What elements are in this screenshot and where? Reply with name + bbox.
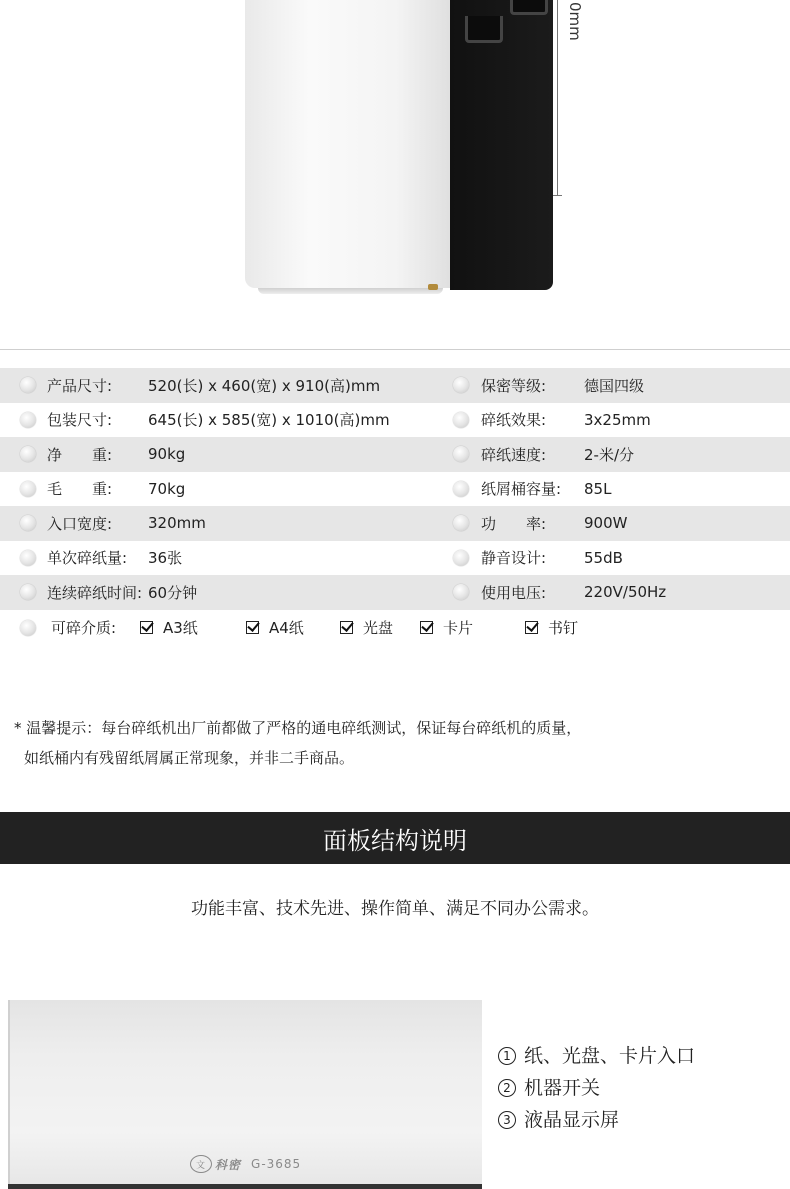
bullet-icon [453,446,469,462]
spec-label: 连续碎纸时间: [47,583,143,602]
media-label: 可碎介质: [51,619,117,637]
spec-row [0,541,790,576]
shredder-cabinet-side [450,0,553,290]
spec-label: 功 率: [481,514,547,533]
panel-legend [498,1040,695,1136]
shredder-cabinet-front [245,0,460,288]
spec-value: 3x25mm [584,410,651,429]
spec-label: 入口宽度: [47,514,113,533]
spec-value: 90kg [148,445,186,464]
divider [0,349,790,350]
dimension-line [557,0,558,196]
media-item: 光盘 [340,610,393,646]
media-row [0,610,790,646]
spec-label: 碎纸效果: [481,411,547,430]
number-circle-icon: 1 [498,1047,516,1065]
spec-label: 包装尺寸: [47,411,113,430]
media-item: A4纸 [246,610,304,646]
section-banner [0,812,790,864]
checkbox-checked-icon [140,621,153,634]
bullet-icon [20,550,36,566]
model-name: G-3685 [251,1157,302,1171]
brand-logo [190,1155,301,1173]
bullet-icon [20,377,36,393]
bullet-icon [20,412,36,428]
bullet-icon [453,481,469,497]
spec-row [0,368,790,403]
spec-value: 36张 [148,549,183,568]
spec-value: 70kg [148,479,186,498]
legend-item: 2 机器开关 [498,1072,695,1104]
spec-value: 2-米/分 [584,445,635,464]
brand-name: 科密 [215,1157,242,1172]
cabinet-handle [465,16,503,43]
notice-line: 如纸桶内有残留纸屑属正常现象，并非二手商品。 [24,749,355,767]
checkbox-checked-icon [420,621,433,634]
bullet-icon [453,515,469,531]
cabinet-base [258,288,443,294]
spec-value: 55dB [584,548,623,567]
spec-row [0,403,790,438]
bullet-icon [20,446,36,462]
spec-table [0,368,790,646]
bullet-icon [453,377,469,393]
bullet-icon [453,412,469,428]
bullet-icon [453,550,469,566]
product-photo [0,0,790,300]
spec-value: 220V/50Hz [584,583,667,602]
bullet-icon [20,584,36,600]
number-circle-icon: 3 [498,1111,516,1129]
media-item: A3纸 [140,610,198,646]
spec-value: 320mm [148,514,206,533]
media-item: 书钉 [525,610,578,646]
brand-logo-icon: 文 [190,1155,212,1173]
spec-label: 碎纸速度: [481,445,547,464]
legend-item: 1 纸、光盘、卡片入口 [498,1040,695,1072]
spec-row [0,437,790,472]
checkbox-checked-icon [340,621,353,634]
spec-label: 使用电压: [481,583,547,602]
spec-label: 毛 重: [47,480,113,499]
checkbox-checked-icon [246,621,259,634]
spec-label: 单次碎纸量: [47,549,128,568]
section-title: 面板结构说明 [323,826,467,855]
panel-edge [8,1184,482,1189]
spec-label: 产品尺寸: [47,376,113,395]
spec-value: 85L [584,479,612,498]
spec-label: 保密等级: [481,376,547,395]
cabinet-handle [510,0,548,15]
bullet-icon [20,515,36,531]
notice [14,713,581,773]
bullet-icon [20,620,36,636]
bullet-icon [20,481,36,497]
spec-value: 645(长) x 585(宽) x 1010(高)mm [148,411,390,430]
spec-row [0,506,790,541]
legend-item: 3 液晶显示屏 [498,1104,695,1136]
spec-value: 60分钟 [148,583,198,602]
panel-photo [8,1000,482,1189]
checkbox-checked-icon [525,621,538,634]
spec-row [0,575,790,610]
spec-label: 静音设计: [481,549,547,568]
spec-value: 520(长) x 460(宽) x 910(高)mm [148,376,381,395]
bullet-icon [453,584,469,600]
dimension-line-cap [553,195,562,196]
number-circle-icon: 2 [498,1079,516,1097]
spec-value: 德国四级 [584,376,645,395]
spec-row [0,472,790,507]
section-subtitle: 功能丰富、技术先进、操作简单、满足不同办公需求。 [191,899,599,919]
dimension-label: 0mm [566,2,584,41]
spec-label: 纸屑桶容量: [481,480,562,499]
spec-label: 净 重: [47,445,113,464]
notice-line: * 温馨提示：每台碎纸机出厂前都做了严格的通电碎纸测试，保证每台碎纸机的质量， [14,719,582,737]
spec-value: 900W [584,514,628,533]
cabinet-wheel [428,284,438,290]
media-item: 卡片 [420,610,473,646]
